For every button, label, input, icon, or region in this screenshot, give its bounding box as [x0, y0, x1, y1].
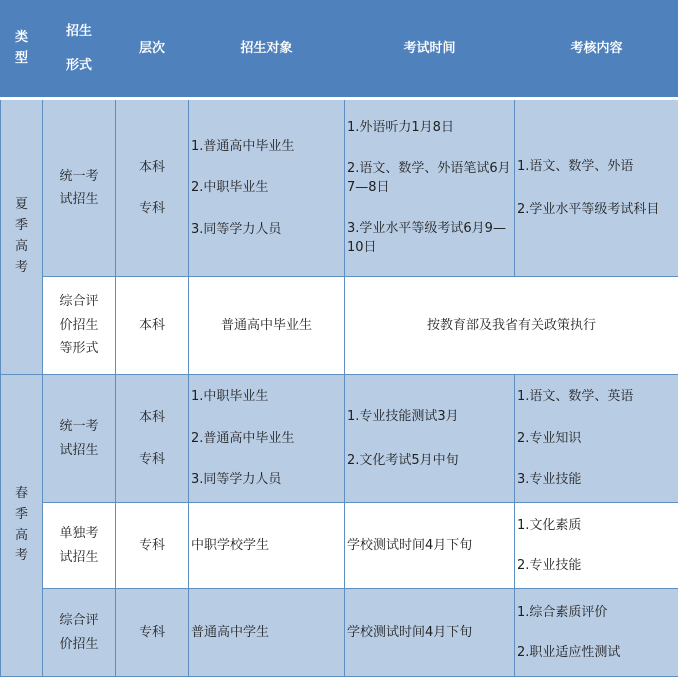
- level-item: 专科: [138, 201, 165, 216]
- summer-unified-target-cell: [189, 99, 345, 277]
- spring-comp-level-cell: 专科: [116, 589, 189, 677]
- spring-single-content-cell: [515, 503, 678, 589]
- table-row: [1, 589, 678, 677]
- summer-unified-level-cell: [116, 99, 189, 277]
- header-target: 招生对象: [189, 1, 345, 99]
- content-item: 1.语文、数学、外语: [517, 158, 634, 174]
- time-item: 1.专业技能测试3月: [347, 409, 459, 424]
- target-item: 3.同等学力人员: [191, 221, 282, 237]
- spring-unified-content-cell: [515, 375, 678, 503]
- time-item: 1.外语听力1月8日: [347, 120, 454, 136]
- target-item: 3.同等学力人员: [191, 472, 282, 488]
- content-item: 1.语文、数学、英语: [517, 389, 634, 405]
- summer-comp-target-cell: 普通高中毕业生: [189, 277, 345, 375]
- content-item: 3.专业技能: [517, 472, 582, 488]
- header-content: 考核内容: [515, 1, 678, 99]
- time-item: 2.语文、数学、外语笔试6月7—8日: [347, 160, 511, 196]
- spring-unified-form-cell: [43, 375, 116, 503]
- header-type: 类型: [1, 1, 43, 99]
- summer-unified-time-cell: [345, 99, 515, 277]
- target-item: 1.中职毕业生: [191, 389, 269, 405]
- spring-unified-time-cell: [345, 375, 515, 503]
- spring-comp-form-cell: [43, 589, 116, 677]
- spring-comp-form: 综合评价招生: [59, 613, 99, 652]
- spring-single-level-cell: 专科: [116, 503, 189, 589]
- summer-label: 夏季高考: [14, 197, 28, 275]
- summer-comp-form: 综合评价招生等形式: [59, 294, 99, 357]
- header-level: 层次: [116, 1, 189, 99]
- time-item: 3.学业水平等级考试6月9—10日: [347, 220, 506, 256]
- spring-label: 春季高考: [14, 485, 28, 564]
- content-item: 2.专业知识: [517, 430, 582, 446]
- summer-unified-content-cell: [515, 99, 678, 277]
- table-row: [1, 503, 678, 589]
- content-item: 2.专业技能: [517, 558, 582, 573]
- target-item: 1.普通高中毕业生: [191, 138, 295, 154]
- level-item: 专科: [138, 451, 165, 467]
- summer-type-cell: [1, 99, 43, 375]
- spring-single-target-cell: 中职学校学生: [189, 503, 345, 589]
- summer-unified-form: 统一考试招生: [59, 168, 99, 207]
- table-row: [1, 277, 678, 375]
- time-item: 2.文化考试5月中旬: [347, 452, 459, 468]
- spring-comp-time-cell: 学校测试时间4月下旬: [345, 589, 515, 677]
- header-row: [1, 1, 678, 99]
- spring-unified-level-cell: [116, 375, 189, 503]
- summer-comp-policy-cell: 按教育部及我省有关政策执行: [345, 277, 678, 375]
- spring-unified-target-cell: [189, 375, 345, 503]
- spring-single-time-cell: 学校测试时间4月下旬: [345, 503, 515, 589]
- spring-comp-target-cell: 普通高中学生: [189, 589, 345, 677]
- level-item: 本科: [138, 159, 165, 175]
- content-item: 1.综合素质评价: [517, 604, 608, 620]
- target-item: 2.普通高中毕业生: [191, 430, 295, 446]
- content-item: 2.学业水平等级考试科目: [517, 202, 660, 217]
- spring-type-cell: [1, 375, 43, 677]
- table-row: [1, 99, 678, 277]
- spring-comp-content-cell: [515, 589, 678, 677]
- spring-single-form-cell: [43, 503, 116, 589]
- content-item: 2.职业适应性测试: [517, 645, 621, 660]
- table-row: [1, 375, 678, 503]
- target-item: 2.中职毕业生: [191, 180, 269, 196]
- spring-unified-form: 统一考试招生: [59, 419, 99, 458]
- summer-comp-level-cell: 本科: [116, 277, 189, 375]
- header-form: 招生形式: [43, 1, 116, 99]
- header-time: 考试时间: [345, 1, 515, 99]
- level-item: 本科: [138, 410, 165, 425]
- content-item: 1.文化素质: [517, 517, 582, 533]
- spring-single-form: 单独考试招生: [59, 526, 99, 565]
- summer-comp-form-cell: [43, 277, 116, 375]
- summer-unified-form-cell: [43, 99, 116, 277]
